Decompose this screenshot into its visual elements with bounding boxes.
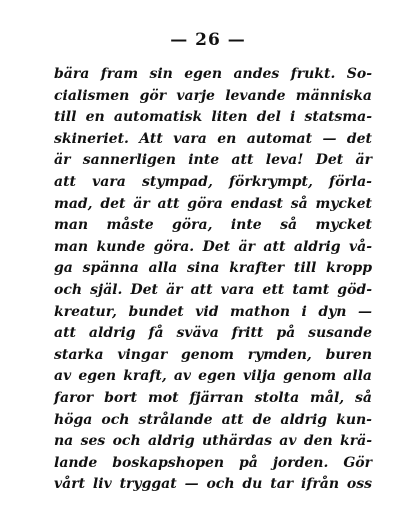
body-text (54, 64, 372, 496)
text-line: att vara stympad, förkrympt, förla- (54, 173, 372, 190)
text-line: bära fram sin egen andes frukt. So- (54, 66, 372, 82)
text-line: till en automatisk liten del i statsma- (54, 109, 372, 126)
text-line: man kunde göra. Det är att aldrig vå- (54, 238, 372, 255)
text-line: skineriet. Att vara en automat — det (54, 130, 372, 147)
text-line: och själ. Det är att vara ett tamt göd- (54, 281, 372, 298)
text-line: faror bort mot fjärran stolta mål, så (54, 389, 372, 406)
text-line: ga spänna alla sina krafter till kropp (54, 260, 372, 277)
text-line: kreatur, bundet vid mathon i dyn — (54, 303, 372, 320)
text-line: är sannerligen inte att leva! Det är (54, 152, 372, 169)
text-line: mad, det är att göra endast så mycket (54, 195, 372, 212)
page-number: — 26 — (170, 30, 246, 50)
text-line: cialismen gör varje levande människa (54, 87, 372, 104)
text-line: man måste göra, inte så mycket (54, 217, 372, 234)
text-line: höga och strålande att de aldrig kun- (54, 411, 372, 428)
text-line: att aldrig få sväva fritt på susande (54, 325, 372, 342)
text-line: starka vingar genom rymden, buren (54, 346, 372, 363)
text-line: av egen kraft, av egen vilja genom alla (54, 368, 372, 385)
text-line: vårt liv tryggat — och du tar ifrån oss (54, 476, 372, 493)
text-line: na ses och aldrig uthärdas av den krä- (54, 433, 372, 450)
text-line: lande boskapshopen på jorden. Gör (54, 454, 372, 471)
